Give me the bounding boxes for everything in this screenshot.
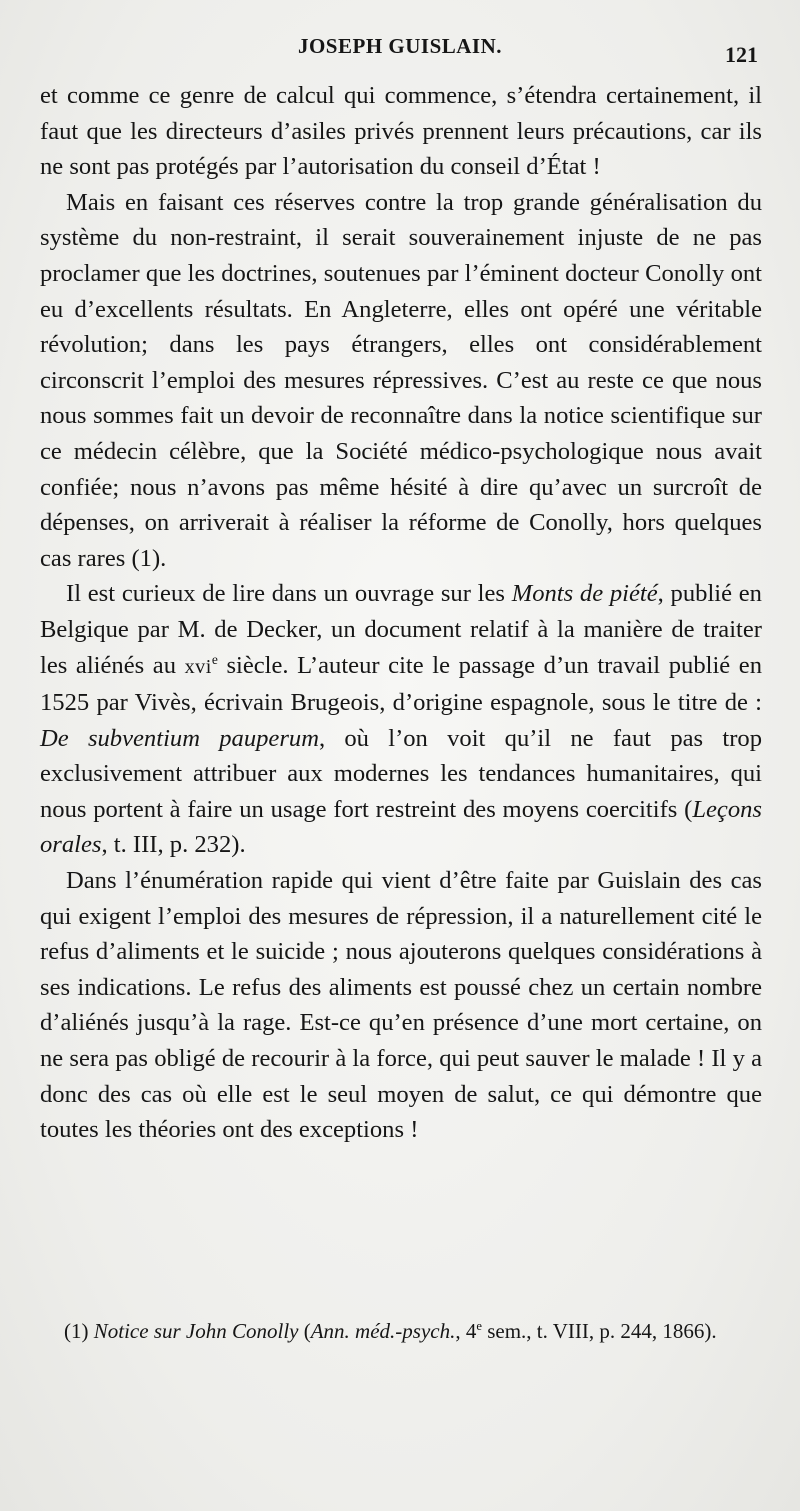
century-numeral: xvi	[184, 655, 212, 678]
body-text	[40, 78, 762, 1148]
century-superscript: e	[211, 651, 218, 667]
paragraph-1: et comme ce genre de calcul qui commence, s’étendra certainement, il faut que les directeurs d’asiles privés prennent leurs précautions, car ils ne sont pas protégés par l’autorisation du conseil d’État !	[40, 82, 762, 181]
footnote-text-3: sem., t. VIII, p. 244, 1866).	[481, 1319, 717, 1343]
footnote-text-1: (	[298, 1319, 311, 1343]
paragraph-3	[40, 576, 762, 863]
footnote-italic-title: Notice sur John Conolly	[93, 1319, 299, 1343]
paragraph-3-text-4: , où l’on voit qu’il ne faut pas trop exclusivement attribuer aux modernes les tendances humanitaires, qui nous portent à faire un usage fort restreint des moyens coercitifs (	[40, 724, 762, 823]
paragraph-4: Dans l’énumération rapide qui vient d’être faite par Guislain des cas qui exigent l’emploi des mesures de répression, il a naturellement cité le refus d’aliments et le suicide ; nous ajouterons quelques considérations à ses indications. Le refus des aliments est poussé chez un certain nombre d’aliénés jusqu’à la rage. Est-ce qu’en présence d’une mort certaine, on ne sera pas obligé de recourir à la force, qui peut sauver le malade ! Il y a donc des cas où elle est le seul moyen de salut, ce qui démontre que toutes les théories ont des exceptions !	[40, 867, 762, 1144]
running-head: JOSEPH GUISLAIN.	[297, 34, 503, 58]
footnote-superscript: e	[476, 1319, 482, 1333]
paragraph-3-text-5: , t. III, p. 232).	[101, 831, 246, 859]
italic-monts-de-piete: Monts de piété	[511, 580, 658, 608]
footnote	[40, 1316, 762, 1346]
footnote-marker: (1)	[64, 1319, 89, 1343]
footnote-italic-journal: Ann. méd.-psych.	[310, 1319, 456, 1343]
page-header	[40, 30, 760, 66]
paragraph-2: Mais en faisant ces réserves contre la trop grande généralisation du système du non-restraint, il serait souverainement injuste de ne pas proclamer que les doctrines, soutenues par l’éminent docteur Conolly ont eu d’excellents résultats. En Angleterre, elles ont opéré une véritable révolution; dans les pays étrangers, elles ont considérablement circonscrit l’emploi des mesures répressives. C’est au reste ce que nous nous sommes fait un devoir de reconnaître dans la notice scientifique sur ce médecin célèbre, que la Société médico-psychologique nous avait confiée; nous n’avons pas même hésité à dire qu’avec un surcroît de dépenses, on arriverait à réaliser la réforme de Conolly, hors quelques cas rares (1).	[40, 188, 762, 572]
italic-book-title: De subventium pauperum	[40, 724, 319, 752]
footnote-text-2: , 4	[455, 1319, 477, 1343]
paragraph-3-text-3: siècle. L’auteur cite le passage d’un travail publié en 1525 par Vivès, écrivain Brugeois, d’origine espagnole, sous le titre de :	[40, 651, 763, 717]
page-number: 121	[725, 42, 758, 67]
italic-lecons-orales: Leçons orales	[40, 795, 762, 859]
paragraph-3-text-1: Il est curieux de lire dans un ouvrage sur les	[66, 580, 512, 608]
paragraph-3-text-2: , publié en Belgique par M. de Decker, un document relatif à la manière de traiter les aliénés au	[40, 580, 762, 679]
